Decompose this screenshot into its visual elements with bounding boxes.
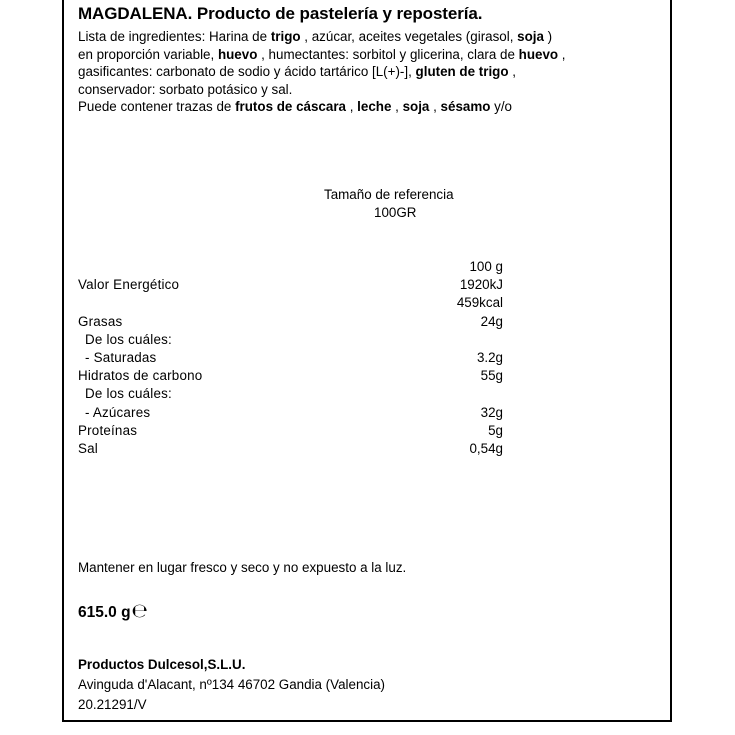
nutrition-table (78, 258, 508, 458)
ingredients-line-2-end: , (558, 46, 566, 62)
table-row-saturates (78, 349, 508, 367)
allergen-sep-1: , (345, 99, 358, 115)
table-row-salt (78, 440, 508, 458)
table-row-of-which-fat (78, 331, 508, 349)
allergen-trace-text: Puede contener trazas de (78, 99, 236, 115)
nutrition-label-protein: Proteínas (78, 422, 138, 438)
table-row-sugars (78, 404, 508, 422)
manufacturer-block (78, 655, 385, 715)
product-label-card (62, 0, 672, 722)
nutrition-label-of-which-carbs: De los cuáles: (85, 386, 172, 402)
nutrition-column-header-row (78, 258, 508, 276)
net-weight-value: 615.0 g (78, 604, 131, 621)
nutrition-label-salt: Sal (78, 440, 98, 456)
label-inner-content (78, 0, 660, 722)
nutrition-label-carbohydrate: Hidratos de carbono (78, 368, 203, 384)
allergen-trace-line (78, 98, 658, 116)
estimated-sign-icon: ℮ (131, 600, 148, 622)
ingredients-line-1 (78, 28, 658, 46)
manufacturer-code: 20.21291/V (78, 697, 147, 712)
ingredients-line-3 (78, 63, 658, 81)
table-row-of-which-carbs (78, 385, 508, 403)
manufacturer-address: Avinguda d'Alacant, nº134 46702 Gandia (Valencia) (78, 677, 385, 692)
ingredients-line-3-end: , (508, 64, 516, 80)
ingredients-line-1-text: Lista de ingredientes: Harina de (78, 29, 271, 44)
reference-size-amount: 100GR (374, 205, 417, 220)
nutrition-label-saturates: - Saturadas (85, 349, 157, 365)
storage-instructions: Mantener en lugar fresco y seco y no expuesto a la luz. (78, 560, 407, 575)
nutrition-label-fat: Grasas (78, 313, 123, 329)
ingredients-line-2-text: en proporción variable, (78, 46, 218, 62)
allergen-sesamo: sésamo (440, 99, 491, 115)
ingredients-line-2 (78, 46, 658, 64)
allergen-trace-end: y/o (490, 99, 513, 115)
table-row-energy-kcal (78, 294, 508, 312)
ingredients-paragraph (78, 28, 658, 116)
table-row-protein (78, 422, 508, 440)
net-weight (78, 600, 148, 622)
reference-size-block (324, 186, 644, 222)
nutrition-value-sugars: 32g (480, 404, 503, 420)
table-row-fat (78, 313, 508, 331)
table-row-energy (78, 276, 508, 294)
nutrition-label-energy: Valor Energético (78, 277, 180, 293)
allergen-trigo: trigo (270, 29, 301, 44)
nutrition-value-fat: 24g (480, 313, 503, 329)
allergen-sep-3: , (429, 99, 441, 115)
nutrition-value-protein: 5g (488, 422, 503, 438)
nutrition-value-salt: 0,54g (469, 440, 503, 456)
allergen-frutos-de-cascara: frutos de cáscara (235, 99, 346, 115)
allergen-gluten-de-trigo: gluten de trigo (415, 64, 509, 80)
ingredients-line-4: conservador: sorbato potásico y sal. (78, 81, 293, 97)
allergen-sep-2: , (391, 99, 403, 115)
ingredients-line-1-end: ) (543, 29, 553, 44)
reference-size-heading: Tamaño de referencia (324, 187, 454, 202)
table-row-carbohydrate (78, 367, 508, 385)
allergen-huevo-2: huevo (518, 46, 559, 62)
nutrition-value-energy-kj: 1920kJ (459, 277, 503, 293)
nutrition-label-of-which-fat: De los cuáles: (85, 331, 172, 347)
nutrition-value-carbohydrate: 55g (480, 368, 503, 384)
allergen-huevo-1: huevo (217, 46, 258, 62)
nutrition-label-sugars: - Azúcares (85, 404, 151, 420)
ingredients-line-1-mid: , azúcar, aceites vegetales (girasol, (300, 29, 518, 44)
nutrition-value-saturates: 3.2g (476, 349, 503, 365)
allergen-soja-1: soja (517, 29, 544, 44)
nutrition-column-header: 100 g (469, 259, 503, 274)
allergen-leche: leche (357, 99, 392, 115)
ingredients-line-3-text: gasificantes: carbonato de sodio y ácido tartárico [L(+)-], (78, 64, 416, 80)
ingredients-line-2-mid: , humectantes: sorbitol y glicerina, clara de (257, 46, 519, 62)
allergen-soja-2: soja (402, 99, 430, 115)
manufacturer-name: Productos Dulcesol,S.L.U. (78, 657, 246, 672)
page-title: MAGDALENA. Producto de pastelería y repostería. (78, 4, 483, 23)
nutrition-value-energy-kcal: 459kcal (456, 295, 503, 311)
